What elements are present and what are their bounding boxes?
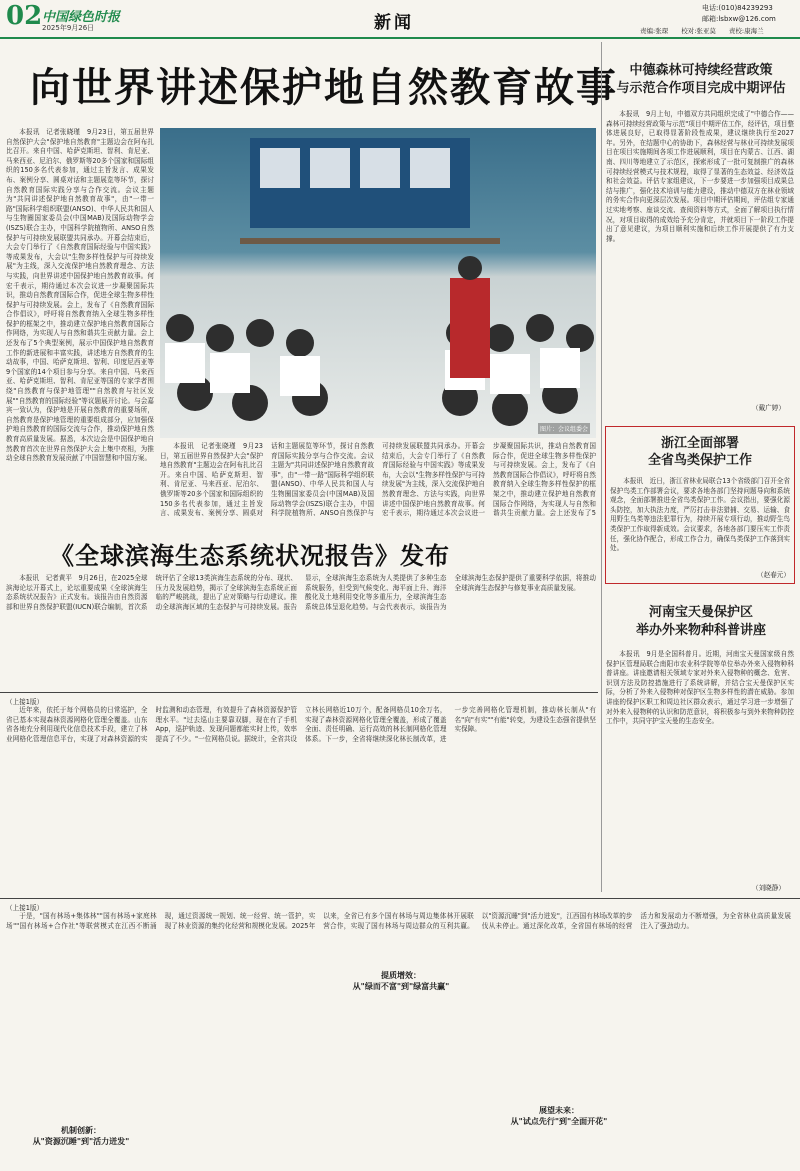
zhejiang-byline: （赵春元）	[757, 571, 790, 579]
subhead-1-title: 机制创新：	[61, 1126, 101, 1135]
page-number: 02	[6, 1, 43, 31]
divider-middle	[0, 692, 598, 693]
subhead-3	[484, 1105, 634, 1127]
subhead-2-subtitle: 从"绿而不富"到"绿富共赢"	[352, 982, 450, 991]
lead-body	[6, 128, 154, 470]
zhejiang-body-text: 本报讯 近日，浙江省林业局联合13个省级部门召开全省保护鸟类工作部署会议，要求各地各部门坚持问题导向和系统观念，全面部署推进全省鸟类保护工作。会议指出，要强化源头防控，加大执法力度，严厉打击非法猎捕、交易、运输、食用野生鸟类等违法犯罪行为，持续开展专项行动，推动野生鸟类保护工作取得新成效。会议要求，各地各部门要压实工作责任，强化协作配合，形成工作合力，确保鸟类保护工作落到实处。	[610, 477, 790, 553]
zhejiang-headline-1: 浙江全面部署	[660, 436, 739, 451]
henan-headline	[606, 604, 796, 640]
right-top-body-text: 本报讯 9月上旬，中德双方共同组织完成了"中德合作——森林可持续经营政策与示范"项目中期评估工作，经评估，项目整体进展良好，已取得显著阶段性成果，建议继续执行至2027年。另外，在结题中心的协助下，森林经营与林业可持续发展项目在项目实施期间各项工作进展顺利，项目在内蒙古、江西、湖南、四川等地建立了示范区，探索形成了一批可复制推广的森林可持续经营模式与技术规程，取得了显著的生态效益、经济效益和社会效益。评估专家组建议，下一步要进一步加强项目成果总结与推广，强化技术培训与能力建设，推动中德双方在林业领域的务实合作向更深层次发展。项目中期评估期间，评估组专家通过实地考察、座谈交流、查阅资料等方式，全面了解项目执行情况，对项目取得的成效给予充分肯定，并就项目下一阶段工作提出了意见建议，为项目顺利实施和后续工作开展提供了有力支撑。	[606, 110, 794, 243]
lead-photo	[160, 128, 596, 438]
subhead-1-subtitle: 从"资源沉睡"到"活力迸发"	[32, 1137, 130, 1146]
henan-body-text: 本报讯 9月是全国科普月。近期，河南宝天曼国家级自然保护区管理局联合南阳市农业科学院等单位举办外来入侵物种科普讲座。讲座邀请相关领域专家对外来入侵物种的概念、危害、识别方法及防控措施进行了系统讲解，并结合宝天曼保护区实际，分析了外来入侵物种对保护区生物多样性的潜在威胁。参加讲座的保护区职工和周边社区群众表示，通过学习进一步增强了对外来入侵物种的认识和防范意识，将积极参与到外来物种防控工作中，共同守护宝天曼的生态安全。	[606, 650, 794, 726]
lead-body-continued	[160, 442, 596, 522]
right-top-byline: （戴广婷）	[752, 404, 785, 412]
zhejiang-body	[610, 477, 790, 569]
report-headline: 《全球滨海生态系统状况报告》发布	[50, 541, 450, 570]
email: 邮箱:lsbxw@126.com	[702, 15, 776, 23]
subhead-2-title: 提质增效：	[381, 971, 421, 980]
issue-date: 2025年9月26日	[42, 24, 95, 32]
masthead	[0, 0, 800, 38]
photo-credit: 图片：会议组委会	[538, 423, 590, 434]
henan-headline-2: 举办外来物种科普讲座	[635, 623, 766, 638]
right-column-rule	[601, 42, 602, 892]
paper-name: 中国绿色时报	[42, 10, 121, 25]
right-top-body	[606, 110, 794, 400]
middle-body	[6, 706, 596, 892]
subhead-2	[326, 970, 476, 992]
henan-byline: （刘晓静）	[752, 884, 785, 892]
zhejiang-box	[605, 426, 795, 584]
lead-headline: 向世界讲述保护地自然教育故事	[30, 64, 618, 111]
henan-headline-1: 河南宝天曼保护区	[648, 605, 753, 620]
zhejiang-headline	[606, 435, 794, 469]
right-top-headline	[606, 62, 796, 98]
bottom-body	[6, 912, 791, 1122]
divider-bottom	[0, 898, 800, 899]
right-top-headline-2: 与示范合作项目完成中期评估	[616, 81, 786, 96]
section-title: 新闻	[374, 13, 414, 33]
editors: 责编:张琛 校对:张亚莫 责校:康海兰	[640, 27, 764, 35]
subhead-1	[6, 1125, 156, 1147]
masthead-rule	[0, 37, 800, 39]
subhead-3-title: 展望未来：	[539, 1106, 579, 1115]
middle-label: （上接1版）	[6, 698, 44, 706]
lead-body-text: 本报讯 记者张晓瑾 9月23日，第五届世界自然保护大会"保护地自然教育"主题边会在阿布扎比召开。来自中国、哈萨克斯坦、智利、肯尼亚、马来西亚、尼泊尔、俄罗斯等20多个国家和国际组织的150多名代表参加，通过主旨发言、成果发布、案例分享、圆桌对话和主题展览等环节，探讨自然教育国际实践分享与合作交流。会议主题为"共同讲述保护地自然教育故事"，由"一带一路"国际科学组织联盟(ANSO)、中华人民共和国人与生物圈国家委员会(中国MAB)及国际动物学会(ISZS)联合主办，中国科学院植物所、ANSO自然保护与可持续发展联盟共同承办。开幕会结束后，大会专门举行了《自然教育国际经验与中国实践》等成果发布，大会以"生物多样性保护与可持续发展"为主线，深入交流保护地自然教育理念、方法与实践，向世界讲述中国保护地自然教育故事。何宏千表示，期待通过本次会议进一步凝聚国际共识，推动自然教育国际合作，促进全球生物多样性保护与可持续发展。会上，发布了《自然教育国际合作倡议》，呼吁将自然教育纳入全球生物多样性保护的框架之中，推动建立保护地自然教育国际合作网络，为实现人与自然和谐共生贡献力量。会上还发布了5个典型案例，展示中国保护地自然教育工作的新进展和丰富实践，讲述地方自然教育的生动故事，中国、哈萨克斯坦、智利、印度尼西亚等9个国家的14个项目参与分享。来自中国、马来西亚、哈萨克斯坦、智利、肯尼亚等国的专家学者围绕"自然教育与保护地管理""自然教育与社区发展""自然教育的国际经验"等议题展开讨论。与会嘉宾一致认为，保护地是开展自然教育的重要场所，自然教育是保护地管理的重要组成部分，应加强保护地自然教育的国际交流与合作，推动保护地自然教育高质量发展。据悉，本次边会是中国保护地自然教育首次在世界自然保护大会上集中亮相，为推动全球自然教育发展贡献了中国智慧和中国方案。	[6, 128, 154, 463]
zhejiang-headline-2: 全省鸟类保护工作	[647, 453, 752, 468]
phone: 电话:(010)84239293	[702, 4, 773, 12]
middle-body-text: 近年来，依托于每个网格员的日常巡护，全省已基本实现森林资源网格化管理全覆盖。山东省各地充分利用现代化信息技术手段，建立了林业网格化管理信息平台，实现了对森林资源的实时监测和动态管理，有效提升了森林资源保护管理水平。"过去巡山主要靠双脚，现在有了手机App，巡护轨迹、发现问题都能实时上传，效率提高了不少。"一位网格员说。据统计，全省共设立林长网格近10万个，配备网格员10余万名，实现了森林资源网格化管理全覆盖，形成了覆盖全面、责任明确、运行高效的林长制网格化管理体系。下一步，全省将继续深化林长制改革，进一步完善网格化管理机制，推动林长制从"有名"向"有实""有能"转变，为建设生态强省提供坚实保障。	[6, 706, 596, 743]
bottom-label: （上接1版）	[6, 904, 44, 912]
report-body-text: 本报讯 记者黄平 9月26日，在2025全球滨海论坛开幕式上，论坛重要成果《全球滨海生态系统状况报告》正式发布。该报告由自然资源部和世界自然保护联盟(IUCN)联合编制，首次系统评估了全球13类滨海生态系统的分布、现状、压力及发展趋势，揭示了全球滨海生态系统正面临的严峻挑战，提出了应对策略与行动建议。推动全球滨海区域的生态保护与可持续发展。报告显示，全球滨海生态系统为人类提供了多种生态系统服务，但受到气候变化、海平面上升、海洋酸化及土地利用变化等多重压力，全球滨海生态系统总体呈退化趋势。与会代表表示，该报告为全球滨海生态保护提供了重要科学依据，将推动全球滨海生态保护与修复事业高质量发展。	[6, 574, 596, 611]
henan-body	[606, 650, 794, 880]
bottom-body-text: 于是，"国有林场+集体林""国有林场+家庭林场""国有林场+合作社"等联营模式在江西不断涌现，通过资源统一规划、统一经营、统一管护，实现了林业资源的集约化经营和规模化发展。2025年以来，全省已有多个国有林场与周边集体林开展联营合作，实现了国有林场与周边群众的互利共赢。以"资源沉睡"到"活力迸发"，江西国有林场改革的步伐从未停止。通过深化改革，全省国有林场的经营活力和发展动力不断增强，为全省林业高质量发展注入了强劲动力。	[6, 912, 791, 930]
conference-scene	[160, 128, 596, 438]
right-top-headline-1: 中德森林可持续经营政策	[629, 63, 773, 78]
subhead-3-subtitle: 从"试点先行"到"全面开花"	[510, 1117, 608, 1126]
report-body	[6, 574, 596, 686]
lead-body-text-2: 本报讯 记者张晓瑾 9月23日，第五届世界自然保护大会"保护地自然教育"主题边会在阿布扎比召开。来自中国、哈萨克斯坦、智利、肯尼亚、马来西亚、尼泊尔、俄罗斯等20多个国家和国际组织的150多名代表参加，通过主旨发言、成果发布、案例分享、圆桌对话和主题展览等环节，探讨自然教育国际实践分享与合作交流。会议主题为"共同讲述保护地自然教育故事"，由"一带一路"国际科学组织联盟(ANSO)、中华人民共和国人与生物圈国家委员会(中国MAB)及国际动物学会(ISZS)联合主办，中国科学院植物所、ANSO自然保护与可持续发展联盟共同承办。开幕会结束后，大会专门举行了《自然教育国际经验与中国实践》等成果发布，大会以"生物多样性保护与可持续发展"为主线，深入交流保护地自然教育理念、方法与实践，向世界讲述中国保护地自然教育故事。何宏千表示，期待通过本次会议进一步凝聚国际共识，推动自然教育国际合作，促进全球生物多样性保护与可持续发展。会上，发布了《自然教育国际合作倡议》，呼吁将自然教育纳入全球生物多样性保护的框架之中，推动建立保护地自然教育国际合作网络，为实现人与自然和谐共生贡献力量。会上还发布了5	[160, 442, 596, 518]
